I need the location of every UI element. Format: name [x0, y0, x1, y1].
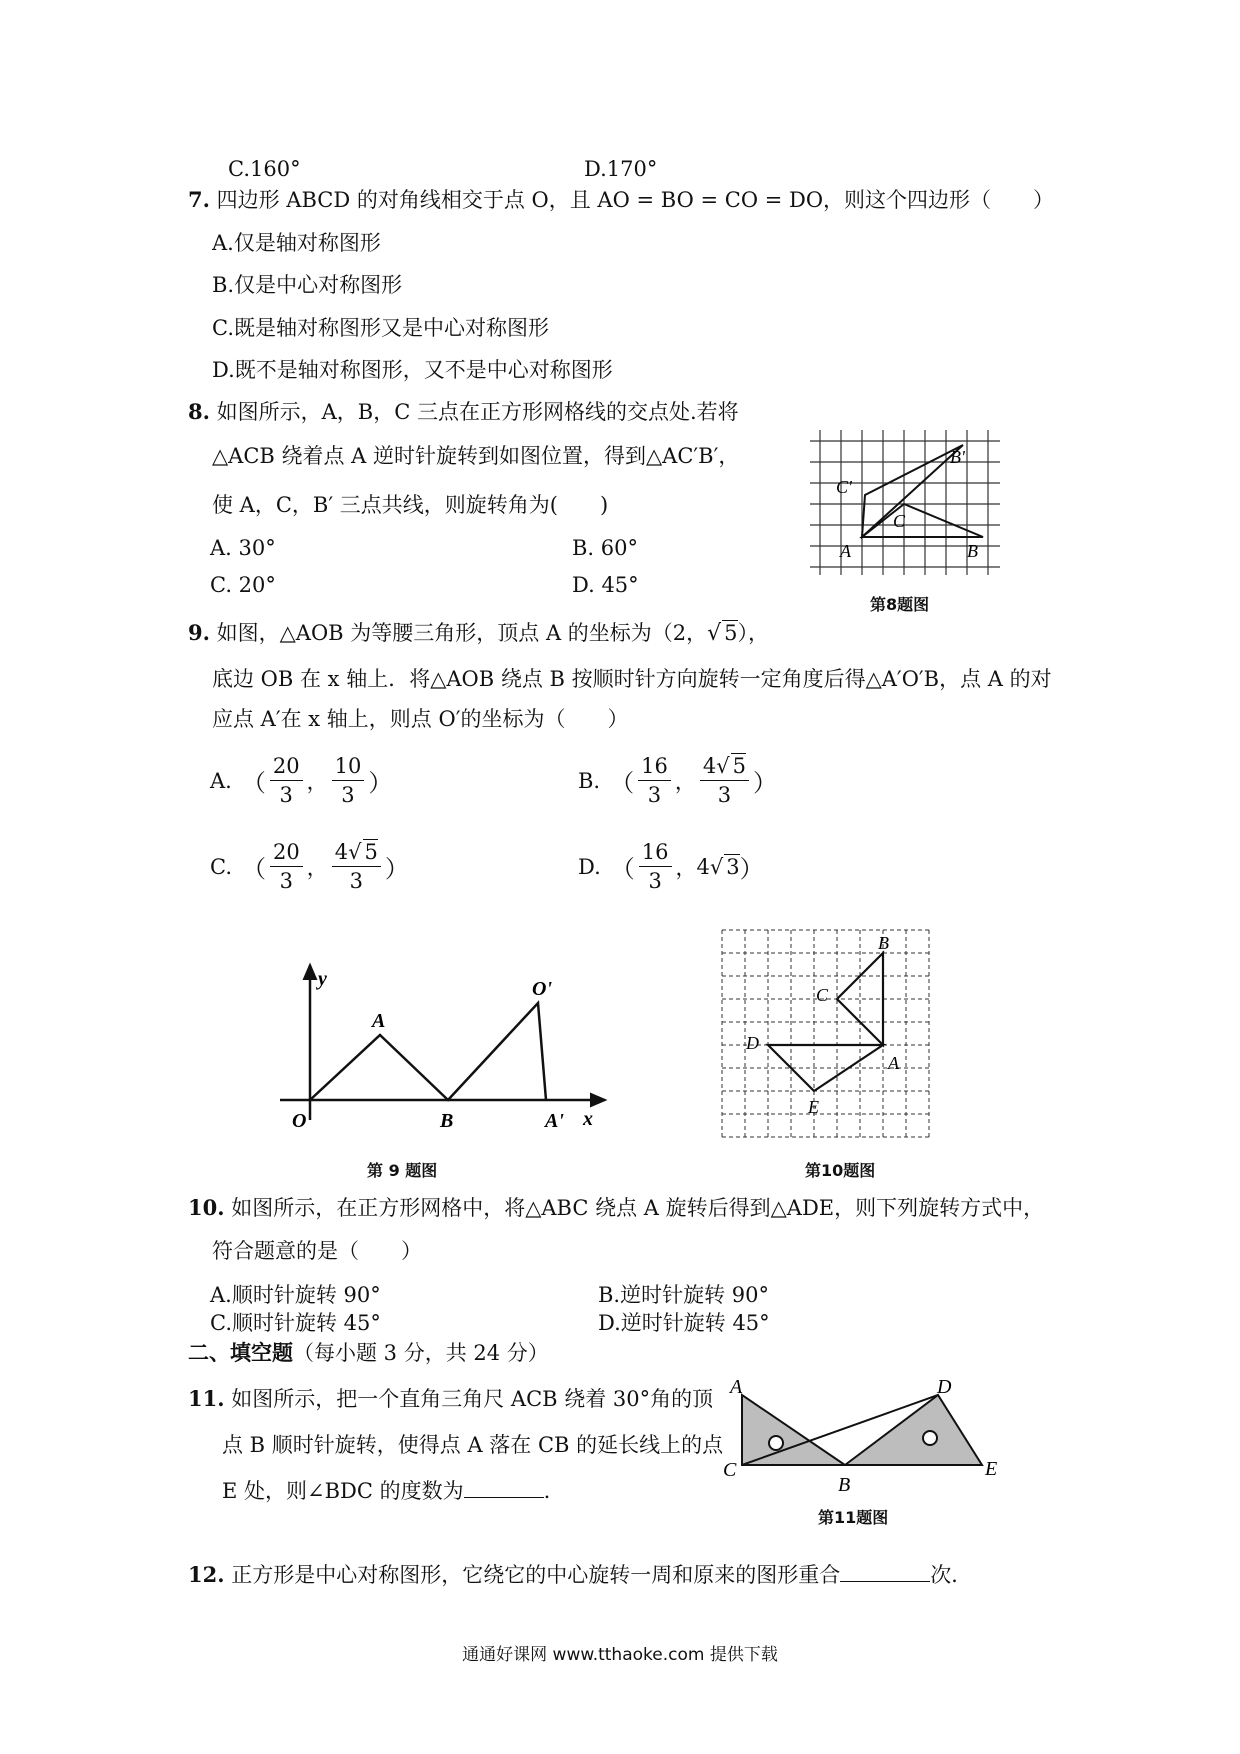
q12-stem: [188, 1562, 972, 1588]
q8-option-d: D. 45°: [572, 573, 639, 597]
q11-text-3-end: .: [543, 1479, 551, 1503]
q7-option-a: A.仅是轴对称图形: [212, 231, 381, 255]
q8-stem-line2: △ACB 绕着点 A 逆时针旋转到如图位置，得到△AC′B′，: [212, 444, 740, 468]
q7-number: 7.: [188, 187, 210, 212]
q9-stem-line2: 底边 OB 在 x 轴上．将△AOB 绕点 B 按顺时针方向旋转一定角度后得△A′O′B，点 A 的对: [212, 667, 1052, 691]
q9-coordinate-figure: [270, 955, 610, 1135]
q9-c-label: C.: [210, 854, 232, 879]
q10-stem-line2: 符合题意的是（ ）: [212, 1239, 422, 1263]
q9-label-a-prime: A': [545, 1110, 564, 1132]
q9-label-b: B: [440, 1110, 454, 1132]
q7-option-b: B.仅是中心对称图形: [212, 273, 403, 297]
q11-text-1: 如图所示，把一个直角三角尺 ACB 绕着 30°角的顶: [231, 1387, 714, 1411]
q11-label-e: E: [985, 1458, 998, 1480]
q7-option-c: C.既是轴对称图形又是中心对称图形: [212, 316, 549, 340]
q9-text-1-end: ），: [737, 621, 770, 645]
q8-stem-line1: [188, 399, 739, 425]
q9-caption: 第 9 题图: [367, 1161, 438, 1180]
q7-option-d: D.既不是轴对称图形，又不是中心对称图形: [212, 358, 613, 382]
q8-label-c: C: [893, 511, 906, 531]
q9-d-y: 4√ 3: [696, 854, 740, 879]
q11-stem-line1: [188, 1386, 713, 1412]
q9-label-o: O: [292, 1110, 307, 1132]
q10-option-b: B.逆时针旋转 90°: [598, 1283, 770, 1307]
section2-note: （每小题 3 分，共 24 分）: [293, 1341, 549, 1365]
q8-grid-figure: [810, 425, 1010, 585]
q11-label-d: D: [937, 1376, 952, 1398]
q10-label-b: B: [878, 933, 889, 953]
q9-option-d: D. （ $\frac{16}{3}$ ， 4√ 3 ）: [578, 840, 764, 893]
q11-number: 11.: [188, 1386, 225, 1411]
q11-caption: 第11题图: [818, 1508, 889, 1527]
q8-option-b: B. 60°: [572, 536, 639, 560]
q10-stem-line1: [188, 1195, 1044, 1221]
section2-title: 二、填空题: [188, 1340, 293, 1365]
q9-option-a: A. （ $\frac{20}{3}$ ， $\frac{10}{3}$ ）: [210, 754, 393, 807]
q9-c-y: $\frac{4√ 5}{3}$: [332, 838, 381, 895]
q9-b-x: $\frac{16}{3}$: [638, 752, 671, 809]
q8-stem-line3: 使 A，C，B′ 三点共线，则旋转角为( ): [212, 493, 609, 517]
q9-label-o-prime: O': [532, 978, 552, 1000]
q11-label-b: B: [838, 1474, 851, 1495]
q7-text: 四边形 ABCD 的对角线相交于点 O，且 AO = BO = CO = DO，则这个四边形（ ）: [216, 188, 1055, 212]
q8-label-a: A: [840, 541, 851, 561]
q8-option-c: C. 20°: [210, 573, 276, 597]
q7-stem: [188, 187, 1054, 213]
q9-label-a: A: [372, 1010, 386, 1032]
q10-label-a: A: [888, 1053, 899, 1073]
q8-option-a: A. 30°: [210, 536, 276, 560]
q10-text-1: 如图所示，在正方形网格中，将△ABC 绕点 A 旋转后得到△ADE，则下列旋转方式中，: [231, 1196, 1045, 1220]
page-footer: 通通好课网 www.tthaoke.com 提供下载: [462, 1645, 778, 1665]
q11-answer-blank[interactable]: [464, 1497, 544, 1498]
q10-grid-figure: [718, 925, 938, 1145]
q9-stem-line1: 9. 如图，△AOB 为等腰三角形，顶点 A 的坐标为（2，√ 5），: [188, 620, 770, 646]
q9-axis-x: x: [583, 1108, 593, 1130]
q10-option-a: A.顺时针旋转 90°: [210, 1283, 381, 1307]
q9-axis-y: y: [318, 968, 327, 990]
q9-option-b: B. （ $\frac{16}{3}$ ， $\frac{4√ 5}{3}$ ）: [578, 754, 777, 807]
q8-label-c-prime: C': [836, 477, 852, 497]
q12-number: 12.: [188, 1562, 225, 1587]
q10-label-c: C: [816, 985, 829, 1005]
q9-a-label: A.: [210, 768, 232, 793]
q6-option-c: C.160°: [228, 157, 301, 181]
q10-caption: 第10题图: [805, 1161, 876, 1180]
q6-option-d: D.170°: [584, 157, 658, 181]
q9-d-label: D.: [578, 854, 601, 879]
q10-number: 10.: [188, 1195, 225, 1220]
q11-label-c: C: [723, 1459, 737, 1481]
q8-number: 8.: [188, 399, 210, 424]
q12-text: 正方形是中心对称图形，它绕它的中心旋转一周和原来的图形重合: [231, 1563, 841, 1587]
q11-text-3: E 处，则∠BDC 的度数为: [222, 1479, 464, 1503]
q9-number: 9.: [188, 620, 210, 645]
q8-label-b-prime: B': [950, 447, 965, 467]
q11-stem-line2: 点 B 顺时针旋转，使得点 A 落在 CB 的延长线上的点: [222, 1433, 724, 1457]
q10-label-d: D: [746, 1033, 759, 1053]
q8-text-1: 如图所示，A，B，C 三点在正方形网格线的交点处.若将: [216, 400, 739, 424]
q10-option-d: D.逆时针旋转 45°: [598, 1311, 770, 1335]
q9-c-x: $\frac{20}{3}$: [270, 838, 303, 895]
q11-label-a: A: [730, 1376, 743, 1398]
q10-option-c: C.顺时针旋转 45°: [210, 1311, 381, 1335]
q9-d-x: $\frac{16}{3}$: [639, 838, 672, 895]
q12-answer-blank[interactable]: [840, 1581, 930, 1582]
q9-a-x: $\frac{20}{3}$: [270, 752, 303, 809]
q9-sqrt-5: 5: [724, 621, 738, 645]
q10-label-e: E: [808, 1097, 819, 1117]
section2-header: [188, 1340, 549, 1366]
q9-option-c: C. （ $\frac{20}{3}$ ， $\frac{4√ 5}{3}$ ）: [210, 840, 409, 893]
q9-b-y: $\frac{4√ 5}{3}$: [700, 752, 749, 809]
q8-label-b: B: [967, 541, 978, 561]
q11-triangle-figure: [720, 1375, 1020, 1495]
q11-stem-line3: [222, 1478, 550, 1504]
q9-stem-line3: 应点 A′在 x 轴上，则点 O′的坐标为（ ）: [212, 707, 629, 731]
q8-caption: 第8题图: [870, 595, 930, 614]
q12-text-end: 次．: [930, 1563, 973, 1587]
q9-b-label: B.: [578, 768, 601, 793]
q9-text-1: 如图，△AOB 为等腰三角形，顶点 A 的坐标为（2，: [216, 621, 708, 645]
q9-a-y: $\frac{10}{3}$: [332, 752, 365, 809]
